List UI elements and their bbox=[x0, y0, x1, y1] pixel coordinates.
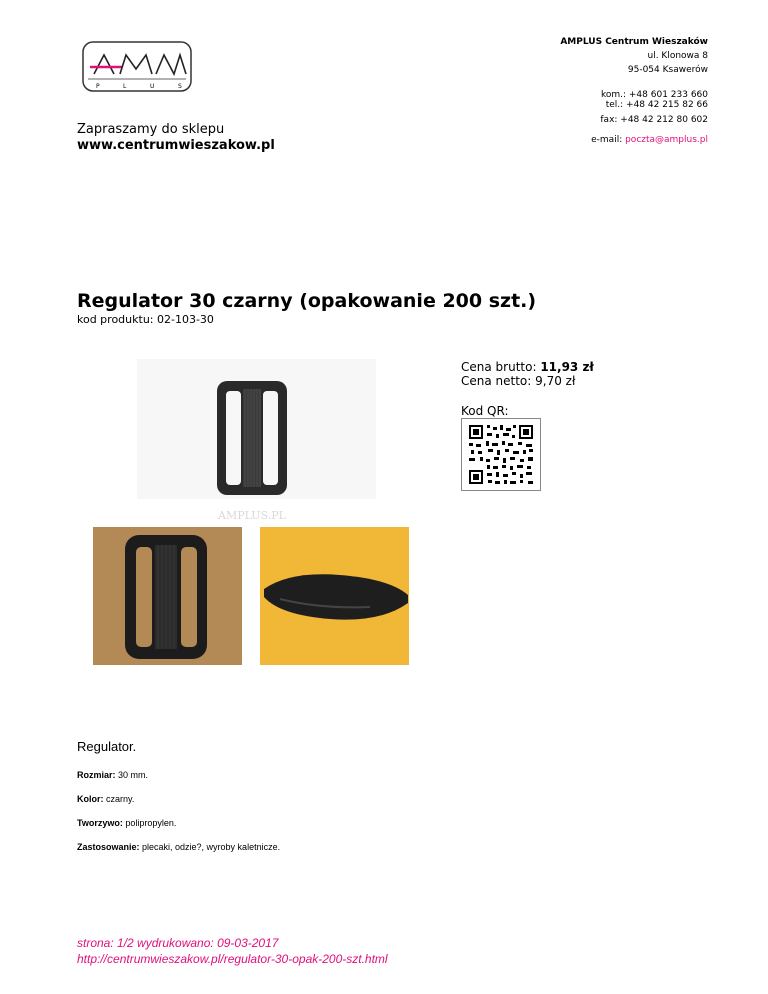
company-street: ul. Klonowa 8 bbox=[647, 51, 708, 61]
shop-invitation bbox=[77, 122, 275, 154]
product-description bbox=[77, 739, 280, 866]
email-link[interactable]: poczta@amplus.pl bbox=[625, 135, 708, 145]
spec-color: Kolor: czarny. bbox=[77, 794, 135, 804]
company-phone: tel.: +48 42 215 82 66 bbox=[605, 100, 708, 110]
product-code: kod produktu: 02-103-30 bbox=[77, 313, 214, 326]
svg-text:U: U bbox=[150, 83, 155, 90]
page-info: strona: 1/2 wydrukowano: 09-03-2017 bbox=[77, 936, 279, 950]
company-city: 95-054 Ksawerów bbox=[627, 65, 708, 75]
svg-text:L: L bbox=[123, 83, 127, 90]
svg-text:P: P bbox=[96, 83, 100, 90]
company-mobile: kom.: +48 601 233 660 bbox=[600, 90, 708, 100]
spec-size: Rozmiar: 30 mm. bbox=[77, 770, 149, 780]
product-photo-main bbox=[137, 359, 376, 499]
product-photo-side bbox=[260, 527, 409, 665]
print-footer bbox=[77, 935, 388, 967]
page-url-link[interactable]: http://centrumwieszakow.pl/regulator-30-opak-200-szt.html bbox=[77, 952, 388, 966]
price-box bbox=[461, 360, 594, 388]
spec-material: Tworzywo: polipropylen. bbox=[77, 818, 177, 828]
svg-text:S: S bbox=[178, 83, 182, 90]
company-name: AMPLUS Centrum Wieszaków bbox=[560, 37, 708, 47]
qr-label: Kod QR: bbox=[461, 404, 509, 418]
company-fax: fax: +48 42 212 80 602 bbox=[600, 115, 708, 125]
price-net: Cena netto: 9,70 zł bbox=[461, 374, 576, 388]
product-title: Regulator 30 czarny (opakowanie 200 szt.) bbox=[77, 290, 537, 312]
photo-watermark: AMPLUS.PL bbox=[218, 509, 286, 522]
price-gross: Cena brutto: 11,93 zł bbox=[461, 360, 594, 374]
description-intro: Regulator. bbox=[77, 739, 137, 754]
qr-code bbox=[461, 418, 541, 491]
product-photo-front bbox=[93, 527, 242, 665]
spec-usage: Zastosowanie: plecaki, odzie?, wyroby kaletnicze. bbox=[77, 842, 281, 852]
amplus-logo bbox=[82, 41, 192, 92]
company-email: e-mail: poczta@amplus.pl bbox=[591, 135, 708, 145]
shop-url-link[interactable]: www.centrumwieszakow.pl bbox=[77, 138, 275, 153]
invitation-text: Zapraszamy do sklepu bbox=[77, 122, 225, 137]
